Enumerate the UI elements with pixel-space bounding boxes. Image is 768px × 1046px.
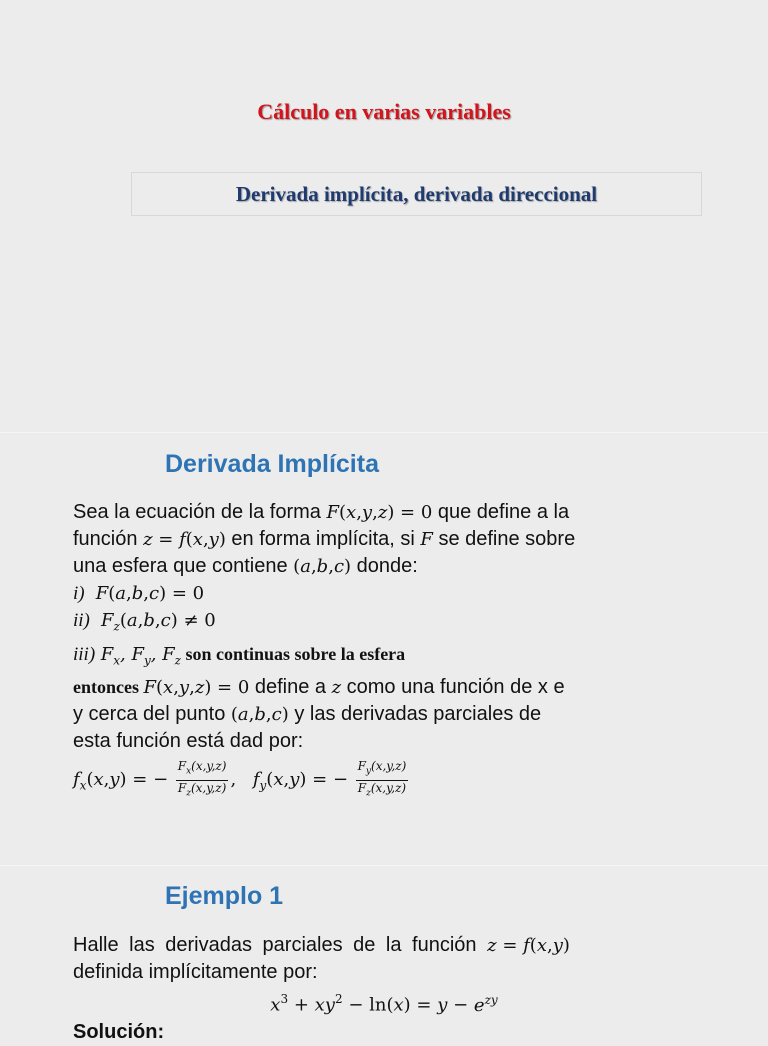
math-expression: , xyxy=(154,610,161,631)
math-expression: x xyxy=(393,994,404,1016)
math-expression: y xyxy=(109,769,120,791)
math-expression: c xyxy=(271,704,282,726)
math-expression: , xyxy=(546,935,553,956)
section-heading: Ejemplo 1 xyxy=(165,882,284,910)
lecture-subtitle: Derivada implícita, derivada direccional xyxy=(235,181,598,206)
text-span: esta función está dad por: xyxy=(73,730,304,753)
math-expression: , xyxy=(248,704,255,726)
text-line xyxy=(73,932,695,959)
math-expression: z xyxy=(143,529,153,550)
math-expression: ( xyxy=(339,502,347,523)
math-expression: f xyxy=(523,935,530,956)
math-expression: ( xyxy=(119,610,127,631)
math-expression: y xyxy=(289,769,300,791)
math-expression: ) ≠ 0 xyxy=(170,610,216,631)
implicit-equation xyxy=(73,986,695,1019)
math-expression: , xyxy=(356,502,362,523)
math-expression: , xyxy=(189,677,195,699)
math-expression: ( xyxy=(266,769,274,791)
math-expression: xy xyxy=(314,994,335,1016)
implicit-derivative-slide xyxy=(0,433,768,866)
text-span: se define sobre xyxy=(432,528,576,550)
math-expression: 2 xyxy=(334,992,343,1006)
fx-formula-lhs: $f_x$ xyxy=(73,769,87,793)
condition-label: iii) xyxy=(73,643,96,665)
math-expression: b xyxy=(131,583,144,604)
example-slide xyxy=(0,866,768,1043)
text-span: Sea la ecuación de la forma xyxy=(73,501,327,523)
math-expression: ) xyxy=(562,935,570,956)
math-expression: f xyxy=(179,529,186,550)
math-expression: ( xyxy=(156,677,164,699)
math-expression: , xyxy=(310,556,317,577)
text-span: función xyxy=(73,528,144,550)
math-expression: c xyxy=(149,583,160,604)
text-line xyxy=(73,728,695,755)
math-expression: F xyxy=(143,677,156,699)
math-expression: $F_z$ xyxy=(101,610,120,634)
math-expression: − xyxy=(447,994,474,1016)
math-expression: z xyxy=(331,677,342,699)
math-expression: ) = 0 xyxy=(204,677,250,699)
math-expression: z xyxy=(377,502,388,523)
math-expression: ) = 0 xyxy=(387,502,433,523)
math-expression: , xyxy=(230,769,237,791)
text-span: una esfera que contiene xyxy=(73,555,294,577)
math-expression: , xyxy=(202,529,209,550)
condition-iii xyxy=(73,641,695,675)
theorem-text xyxy=(73,499,695,801)
math-expression: 3 xyxy=(280,992,289,1006)
math-expression: F xyxy=(420,529,433,550)
math-expression: $F_x$, $F_y$, $F_z$ xyxy=(100,643,181,668)
math-expression: ( xyxy=(230,704,238,726)
math-expression: y xyxy=(361,502,373,523)
math-expression: a xyxy=(115,583,126,604)
math-expression: ) = xyxy=(403,994,438,1016)
math-expression: y xyxy=(208,529,219,550)
condition-i xyxy=(73,580,695,607)
math-expression: , xyxy=(137,610,144,631)
text-line xyxy=(73,959,695,986)
math-expression: ) = − xyxy=(119,769,169,791)
condition-label: i) xyxy=(73,583,85,604)
math-expression: ( xyxy=(529,935,537,956)
solution-label: Solución: xyxy=(73,1020,165,1043)
condition-label: ii) xyxy=(73,610,90,631)
math-expression: $e^{zy}$ xyxy=(473,992,498,1016)
text-line xyxy=(73,674,695,701)
subtitle-box xyxy=(131,172,702,216)
math-expression: = xyxy=(152,529,180,550)
math-expression: F xyxy=(326,502,339,523)
text-span: y las derivadas parciales de xyxy=(288,703,542,726)
math-expression: a xyxy=(300,556,311,577)
fraction-numerator: $F_x(x,y,z)$ xyxy=(176,759,229,780)
title-slide xyxy=(0,0,768,433)
section-heading: Derivada Implícita xyxy=(165,450,379,478)
text-span: entonces xyxy=(73,677,144,698)
text-span: como una función de x e xyxy=(341,676,565,699)
math-expression: x xyxy=(192,529,203,550)
fy-formula-lhs: $f_y$ xyxy=(252,769,267,793)
text-span: definida implícitamente por: xyxy=(73,961,318,983)
math-expression: , xyxy=(126,583,132,604)
fraction-denominator: $F_z(x,y,z)$ xyxy=(177,780,227,798)
math-expression: x xyxy=(163,677,174,699)
math-expression: c xyxy=(160,610,171,631)
math-expression: z xyxy=(194,677,205,699)
math-expression: z xyxy=(487,935,497,956)
course-title: Cálculo en varias variables xyxy=(257,99,511,124)
math-expression: y xyxy=(552,935,563,956)
math-expression: b xyxy=(316,556,329,577)
text-span: donde: xyxy=(351,555,418,577)
math-expression: x xyxy=(270,994,281,1016)
math-expression: ( xyxy=(185,529,193,550)
math-expression: F xyxy=(95,583,109,604)
math-expression: a xyxy=(126,610,138,631)
math-expression: ( xyxy=(293,556,301,577)
text-line xyxy=(73,526,695,553)
partial-derivative-formulas xyxy=(73,759,695,801)
math-expression: y xyxy=(178,677,190,699)
math-expression: = xyxy=(496,935,524,956)
math-expression: x xyxy=(536,935,547,956)
math-expression: + xyxy=(288,994,315,1016)
text-span: y cerca del punto xyxy=(73,703,231,726)
math-expression: , xyxy=(328,556,334,577)
math-expression: b xyxy=(254,704,266,726)
condition-text: son continuas sobre la esfera xyxy=(181,643,406,664)
math-expression: c xyxy=(333,556,345,577)
math-expression: ) = 0 xyxy=(159,583,205,604)
fy-fraction xyxy=(356,759,409,801)
math-expression: a xyxy=(237,704,249,726)
math-expression: , xyxy=(103,769,110,791)
math-expression: ) xyxy=(281,704,289,726)
text-span: en forma implícita, si xyxy=(225,528,421,550)
example-text xyxy=(73,932,695,1046)
math-expression: x xyxy=(346,502,357,523)
text-line xyxy=(73,553,695,580)
math-expression: ) xyxy=(344,556,352,577)
math-expression: x xyxy=(273,769,284,791)
text-line xyxy=(73,499,695,526)
math-expression: , xyxy=(372,502,378,523)
math-expression: x xyxy=(93,769,104,791)
text-span: define a xyxy=(249,676,332,699)
math-expression: , xyxy=(143,583,149,604)
text-span: que define a la xyxy=(432,501,570,523)
math-expression: y xyxy=(437,994,448,1016)
math-expression: ) = − xyxy=(299,769,349,791)
text-span: Halle las derivadas parciales de la función xyxy=(73,934,488,956)
math-expression: ( xyxy=(86,769,94,791)
math-expression: ) xyxy=(218,529,226,550)
fraction-numerator: $F_y(x,y,z)$ xyxy=(356,759,409,780)
math-expression: ( xyxy=(108,583,116,604)
condition-ii xyxy=(73,607,695,641)
fx-fraction xyxy=(176,759,229,801)
text-line xyxy=(73,701,695,728)
math-expression: , xyxy=(265,704,272,726)
math-expression: , xyxy=(173,677,179,699)
fraction-denominator: $F_z(x,y,z)$ xyxy=(357,780,407,798)
math-expression: − ln( xyxy=(342,994,394,1016)
math-expression: b xyxy=(143,610,155,631)
math-expression: , xyxy=(283,769,290,791)
